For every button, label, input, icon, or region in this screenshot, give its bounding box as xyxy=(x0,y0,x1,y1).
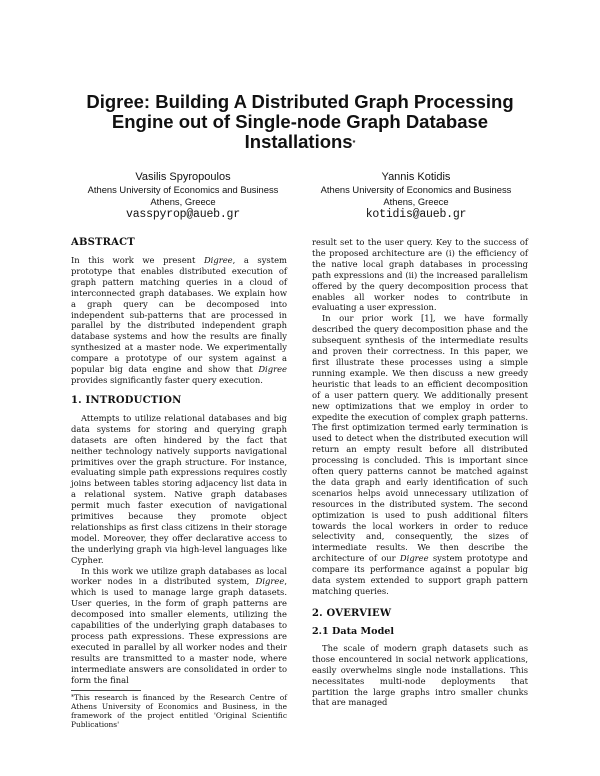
intro-heading: 1. INTRODUCTION xyxy=(71,394,182,406)
intro-system-name: Digree xyxy=(255,576,285,587)
title-line-1: Digree: Building A Distributed Graph Processing xyxy=(86,91,514,112)
intro-p3-b: system prototype and compare its performance against a popular big data system extended to support graph pattern matching queries. xyxy=(312,553,528,596)
right-column xyxy=(312,237,528,708)
footnote-mark: * xyxy=(71,693,74,701)
abstract-system-name: Digree xyxy=(203,255,233,265)
abstract-system-name-2: Digree xyxy=(258,364,287,375)
author-affiliation: Athens University of Economics and Business xyxy=(87,184,279,195)
data-model-heading: 2.1 Data Model xyxy=(312,625,395,637)
title-line-3 xyxy=(60,132,540,152)
author-name: Vasilis Spyropoulos xyxy=(135,171,231,183)
left-column xyxy=(71,237,287,729)
title-line-3-text: Installations xyxy=(244,131,353,152)
author-email: kotidis@aueb.gr xyxy=(365,208,467,221)
intro-paragraph-continued: result set to the user query. Key to the success of the proposed architecture are (i) the efficiency of the native local graph databases in processing path expressions and (ii) the increased parallelism offered by the query decomposition process that enables all worker nodes to contribute in evaluating a user expression. xyxy=(312,237,528,313)
paper-title xyxy=(60,92,540,152)
footnote-rule xyxy=(71,690,141,691)
footnote-text: This research is financed by the Research Centre of Athens University of Economics and Business, in the framework of the project entitled 'Original Scientific Publications' xyxy=(71,692,287,730)
author-block-2 xyxy=(301,170,531,222)
intro-p3-a: In our prior work [1], we have formally described the query decomposition phase and the subsequent synthesis of the intermediate results and proven their correctness. In this paper, we first illustrate these processes using a simple running example. We then discuss a new greedy heuristic that leads to an efficient decomposition of a user pattern query. We additionally present new optimizations that we employ in order to expedite the execution of complex graph patterns. The first optimization termed early termination is used to detect when the distributed execution will return an empty result before all distributed processing is concluded. This is important since often query patterns cannot be matched against the data graph and early identification of such scenarios helps avoid unnecessary utilization of resources in the distributed system. The second optimization is used to push additional filters towards the local workers in order to reduce selectivity and, consequently, the sizes of intermediate results. We then describe the architecture of our xyxy=(312,313,528,564)
author-name: Yannis Kotidis xyxy=(381,171,451,183)
abstract-text xyxy=(71,255,287,386)
intro-paragraph-3 xyxy=(312,313,528,597)
abstract-heading: ABSTRACT xyxy=(71,237,135,248)
footnote xyxy=(71,693,287,730)
abstract-text-2: , a system prototype that enables distributed execution of graph pattern matching queries in a cloud of interconnected graph databases. We explain how a graph query can be decomposed into independent sub-patterns that are processed in parallel by the distributed independent graph database systems and how the results are finally synthesized at a master node. We experimentally compare a prototype of our system against a popular big data engine and show that xyxy=(71,255,287,375)
data-model-paragraph: The scale of modern graph datasets such as those encountered in social network applications, easily overwhelms single node installations. This necessitates multi-node deployments that partition the large graphs intro smaller chunks that are managed xyxy=(312,642,528,708)
author-location: Athens, Greece xyxy=(150,196,216,207)
intro-paragraph-2 xyxy=(71,566,287,686)
title-line-2: Engine out of Single-node Graph Database xyxy=(111,111,489,132)
intro-p2-a: In this work we utilize graph databases as local worker nodes in a distributed system, xyxy=(71,565,287,587)
title-footnote-mark: * xyxy=(352,140,356,147)
author-block-1 xyxy=(68,170,298,222)
intro-p2-b: , which is used to manage large graph datasets. User queries, in the form of graph patterns are decomposed into smaller elements, utilizing the capabilities of the underlying graph databases to process path expressions. These expressions are executed in parallel by all worker nodes and their results are transmitted to a master node, where intermediate answers are consolidated in order to form the final xyxy=(71,576,287,685)
author-location: Athens, Greece xyxy=(383,196,449,207)
author-email: vasspyrop@aueb.gr xyxy=(126,208,240,221)
abstract-text-3: provides significantly faster query execution. xyxy=(71,374,263,385)
author-affiliation: Athens University of Economics and Business xyxy=(320,184,512,195)
overview-heading: 2. OVERVIEW xyxy=(312,607,392,619)
intro-p3-system-name: Digree xyxy=(399,553,429,564)
abstract-text-1: In this work we present xyxy=(71,255,204,265)
intro-paragraph-1: Attempts to utilize relational databases and big data systems for storing and querying graph datasets are often hindered by the fact that neither technology natively supports navigational primitives over the graph structure. For instance, evaluating simple path expressions requires costly joins between tables storing adjacency list data in a relational system. Native graph databases permit much faster execution of navigational primitives because they promote object relationships as first class citizens in their storage model. Moreover, they offer declarative access to the underlying graph via high-level languages like Cypher. xyxy=(71,412,287,565)
